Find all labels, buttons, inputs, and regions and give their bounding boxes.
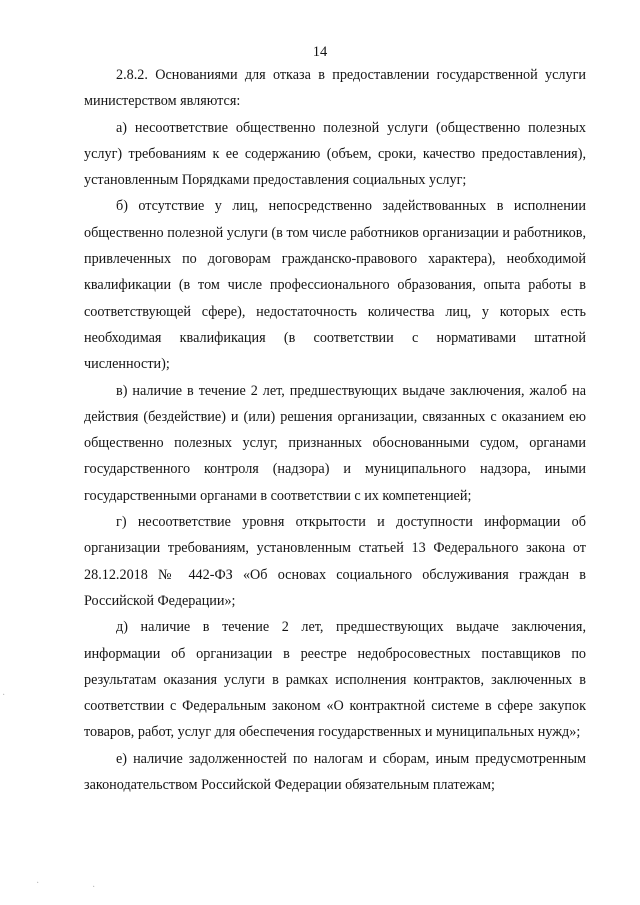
paragraph-item-e: е) наличие задолженностей по налогам и сборам, иным предусмотренным законодательством Российской Федерации обязательным платежам;	[84, 750, 586, 794]
paragraph-2-8-2: 2.8.2. Основаниями для отказа в предоставлении государственной услуги министерством являются:	[84, 67, 586, 110]
document-body	[84, 62, 586, 798]
scan-speck: ·	[2, 690, 6, 701]
paragraph-item-d: д) наличие в течение 2 лет, предшествующих выдаче заключения, информации об организации в реестре недобросовестных поставщиков по результатам оказания услуги в рамках исполнения контрактов, заключенных в соответствии с Федеральным законом «О контрактной системе в сфере закупок товаров, работ, услуг для обеспечения государственных и муниципальных нужд»;	[84, 619, 586, 741]
scan-speck: ·	[92, 882, 96, 893]
paragraph-item-g: г) несоответствие уровня открытости и доступности информации об организации требованиям, установленным статьей 13 Федерального закона от 28.12.2018 № 442-ФЗ «Об основах социального обслуживания граждан в Российской Федерации»;	[84, 514, 586, 609]
scan-speck: ·	[36, 878, 40, 889]
page-number: 14	[312, 44, 328, 60]
paragraph-item-b: б) отсутствие у лиц, непосредственно задействованных в исполнении общественно полезной услуги (в том числе работников организации и работников, привлеченных по договорам гражданско-правового характера), необходимой квалификации (в том числе профессионального образования, опыта работы в соответствующей сфере), недостаточность количества лиц, у которых есть необходимая квалификация (в соответствии с нормативами штатной численности);	[84, 198, 586, 373]
paragraph-item-a: а) несоответствие общественно полезной услуги (общественно полезных услуг) требованиям к ее содержанию (объем, сроки, качество предоставления), установленным Порядками предоставления социальных услуг;	[84, 119, 586, 189]
paragraph-item-v: в) наличие в течение 2 лет, предшествующих выдаче заключения, жалоб на действия (бездействие) и (или) решения организации, связанных с оказанием ею общественно полезных услуг, признанных обоснованными судом, органами государственного контроля (надзора) и муниципального надзора, иными государственными органами в соответствии с их компетенцией;	[84, 382, 586, 504]
